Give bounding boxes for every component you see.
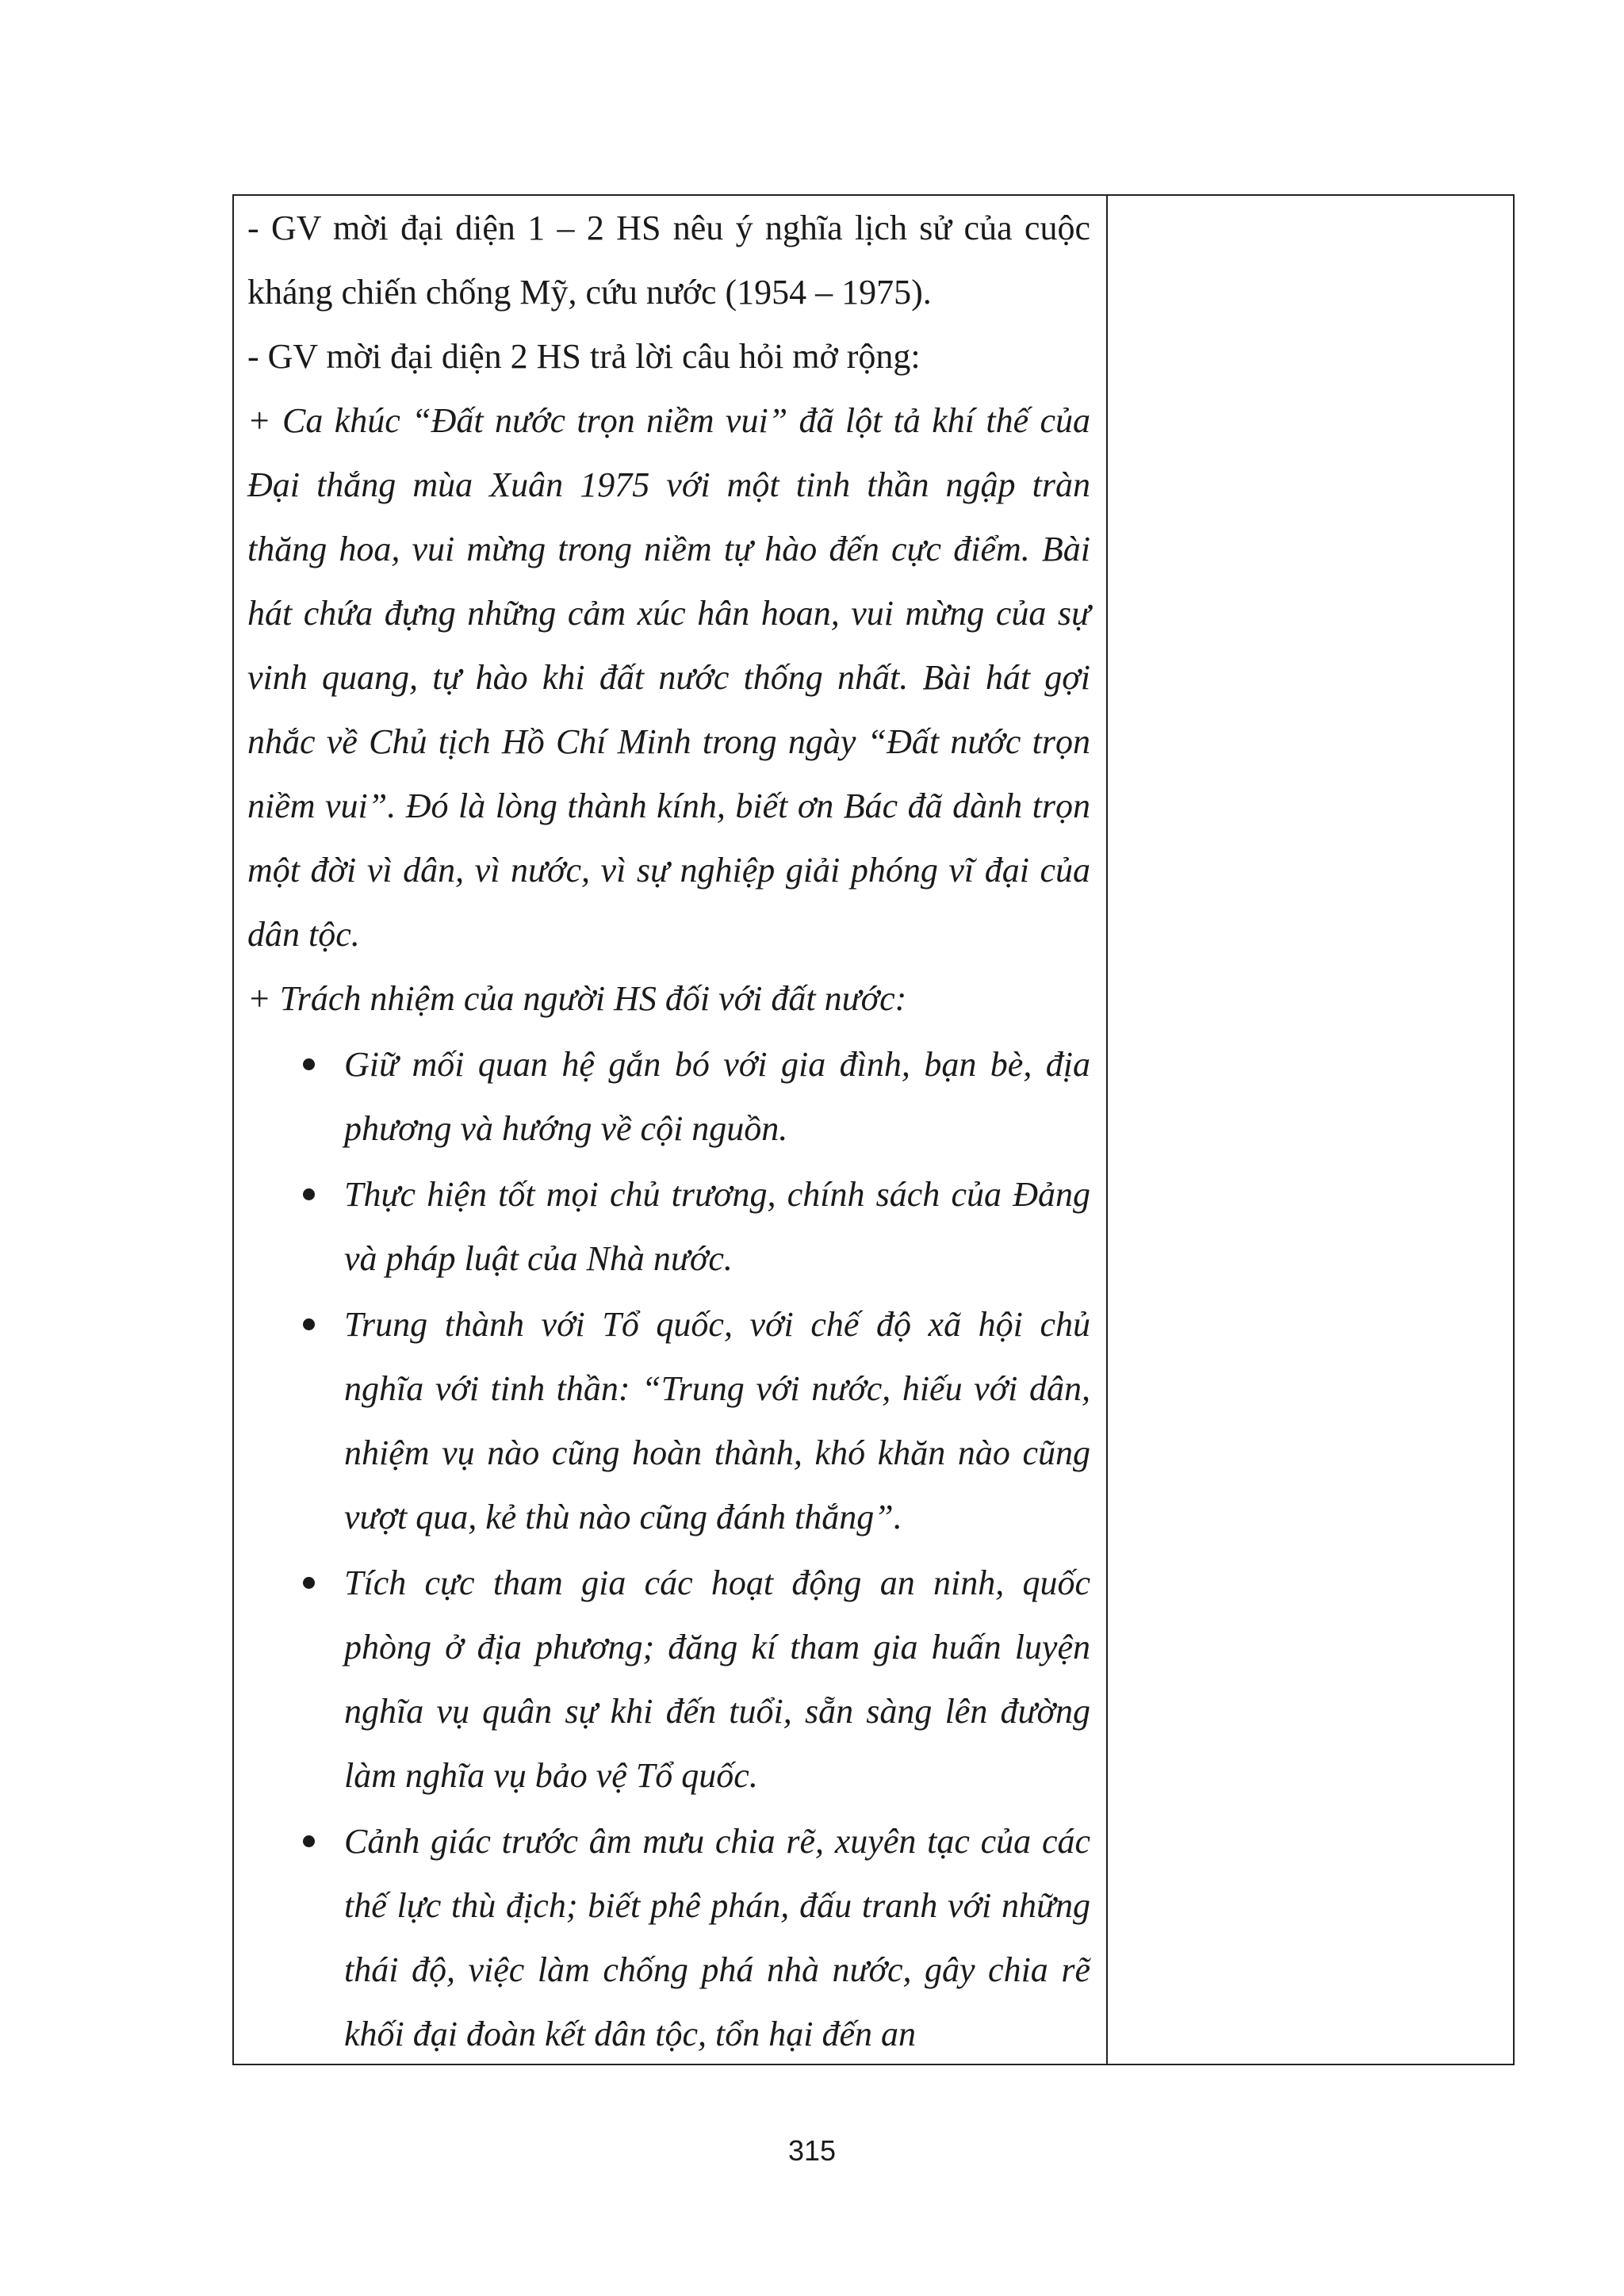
responsibility-list [247,1032,1090,2064]
bullet-dot-icon [303,1058,315,1070]
list-item-text: Thực hiện tốt mọi chủ trương, chính sách của Đảng và pháp luật của Nhà nước. [344,1175,1090,1278]
bullet-dot-icon [303,1577,315,1589]
paragraph-historical-meaning: - GV mời đại diện 1 – 2 HS nêu ý nghĩa lịch sử của cuộc kháng chiến chống Mỹ, cứu nước (1954 – 1975). [247,209,1090,312]
list-item-text: Cảnh giác trước âm mưu chia rẽ, xuyên tạc của các thế lực thù địch; biết phê phán, đấu tranh với những thái độ, việc làm chống phá nhà nước, gây chia rẽ khối đại đoàn kết dân tộc, tổn hại đến an [344,1822,1090,2053]
list-item-text: Trung thành với Tổ quốc, với chế độ xã hội chủ nghĩa với tinh thần: “Trung với nước, hiếu với dân, nhiệm vụ nào cũng hoàn thành, khó khăn nào cũng vượt qua, kẻ thù nào cũng đánh thắng”. [344,1305,1090,1536]
activity-column [234,196,1108,2064]
list-item [247,1292,1090,1549]
list-item-text: Giữ mối quan hệ gắn bó với gia đình, bạn bè, địa phương và hướng về cội nguồn. [344,1045,1090,1148]
list-item-text: Tích cực tham gia các hoạt động an ninh, quốc phòng ở địa phương; đăng kí tham gia huấn luyện nghĩa vụ quân sự khi đến tuổi, sẵn sàng lên đường làm nghĩa vụ bảo vệ Tổ quốc. [344,1563,1090,1795]
page-number: 315 [787,2134,837,2167]
notes-column [1108,196,1513,2064]
bullet-dot-icon [303,1318,315,1330]
paragraph-extended-question: - GV mời đại diện 2 HS trả lời câu hỏi mở rộng: [247,337,921,376]
content-table [232,194,1515,2065]
list-item [247,1809,1090,2064]
bullet-dot-icon [303,1835,315,1847]
list-item [247,1162,1090,1291]
bullet-dot-icon [303,1188,315,1200]
paragraph-student-responsibility: + Trách nhiệm của người HS đối với đất nước: [247,979,907,1018]
list-item [247,1551,1090,1808]
paragraph-song-analysis: + Ca khúc “Đất nước trọn niềm vui” đã lột tả khí thế của Đại thắng mùa Xuân 1975 với một tinh thần ngập tràn thăng hoa, vui mừng trong niềm tự hào đến cực điểm. Bài hát chứa đựng những cảm xúc hân hoan, vui mừng của sự vinh quang, tự hào khi đất nước thống nhất. Bài hát gợi nhắc về Chủ tịch Hồ Chí Minh trong ngày “Đất nước trọn niềm vui”. Đó là lòng thành kính, biết ơn Bác đã dành trọn một đời vì dân, vì nước, vì sự nghiệp giải phóng vĩ đại của dân tộc. [247,401,1090,954]
list-item [247,1032,1090,1161]
